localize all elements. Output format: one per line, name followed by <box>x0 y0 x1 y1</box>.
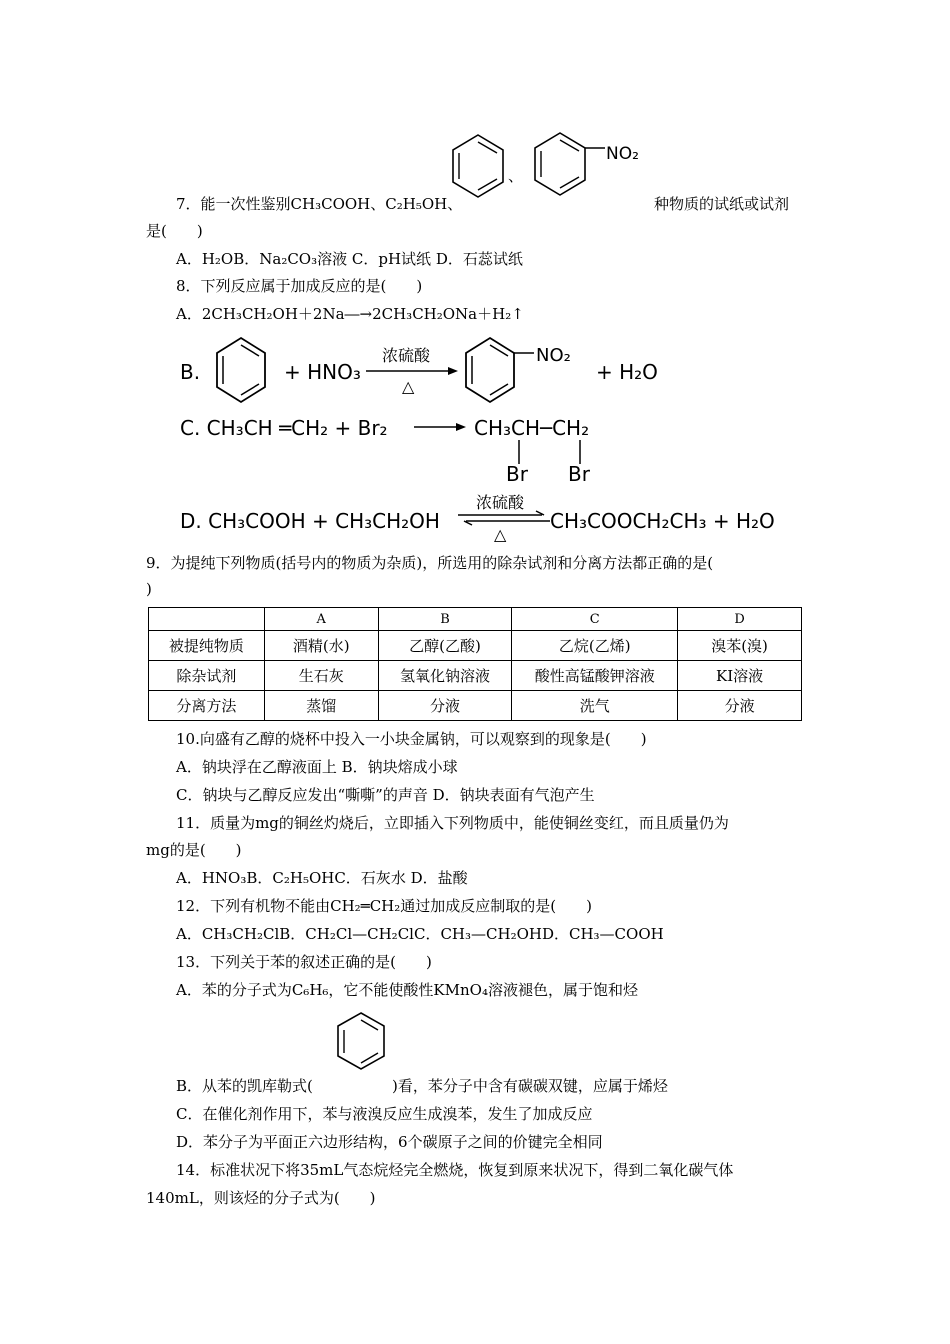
q9-stem: 9．为提纯下列物质(括号内的物质为杂质)，所选用的除杂试剂和分离方法都正确的是( <box>146 554 714 572</box>
table-header-cell: D <box>678 608 802 631</box>
q13-stem: 13．下列关于苯的叙述正确的是( ) <box>176 953 432 971</box>
q14-stem-cont: 140mL，则该烃的分子式为( ) <box>146 1189 376 1207</box>
q7-options: A．H₂OB．Na₂CO₃溶液 C．pH试纸 D．石蕊试纸 <box>176 250 523 268</box>
q8-c-lhs: C. CH₃CH ═CH₂ + Br₂ <box>180 416 388 440</box>
q8-d-lhs: D. CH₃COOH + CH₃CH₂OH <box>180 509 440 533</box>
q8-b-water: + H₂O <box>596 360 658 384</box>
q8-b-nitro: NO₂ <box>536 345 571 366</box>
table-cell: 分液 <box>378 691 512 721</box>
q10-options-2: C．钠块与乙醇反应发出“嘶嘶”的声音 D．钠块表面有气泡产生 <box>176 786 595 804</box>
table-cell: 被提纯物质 <box>149 631 265 661</box>
table-row <box>149 691 802 721</box>
nitrobenzene-icon <box>462 335 540 407</box>
q8-b-heat: △ <box>402 377 415 396</box>
benzene-icon <box>213 335 269 407</box>
q13-option-c: C．在催化剂作用下，苯与液溴反应生成溴苯，发生了加成反应 <box>176 1105 593 1123</box>
table-cell: 乙醇(乙酸) <box>378 631 512 661</box>
table-header-cell: A <box>264 608 378 631</box>
q7-stem-cont: 是( ) <box>146 222 203 240</box>
q8-b-label: B. <box>180 360 201 384</box>
q13-option-b-pre: B．从苯的凯库勒式( <box>176 1077 313 1095</box>
q8-option-a: A．2CH₃CH₂OH＋2Na―→2CH₃CH₂ONa＋H₂↑ <box>176 305 524 323</box>
q14-stem: 14．标准状况下将35mL气态烷烃完全燃烧，恢复到原来状况下，得到二氧化碳气体 <box>176 1161 734 1179</box>
equilibrium-arrow <box>458 511 550 525</box>
q8-stem: 8．下列反应属于加成反应的是( ) <box>176 277 423 295</box>
table-cell: 氢氧化钠溶液 <box>378 661 512 691</box>
table-cell: 除杂试剂 <box>149 661 265 691</box>
q11-options: A．HNO₃B．C₂H₅OHC．石灰水 D．盐酸 <box>176 869 468 887</box>
table-cell: 溴苯(溴) <box>678 631 802 661</box>
q10-options-1: A．钠块浮在乙醇液面上 B．钠块熔成小球 <box>176 758 458 776</box>
purification-table <box>148 607 802 721</box>
q7-stem: 7．能一次性鉴别CH₃COOH、C₂H₅OH、 <box>176 195 463 213</box>
table-cell: 洗气 <box>512 691 678 721</box>
q8-c-br2: Br <box>568 462 590 486</box>
q8-d-catalyst: 浓硫酸 <box>476 493 525 512</box>
table-header-cell: C <box>512 608 678 631</box>
q11-stem-cont: mg的是( ) <box>146 841 242 859</box>
q13-option-d: D．苯分子为平面正六边形结构，6个碳原子之间的价键完全相同 <box>176 1133 603 1151</box>
table-header-row <box>149 608 802 631</box>
q12-stem: 12．下列有机物不能由CH₂═CH₂通过加成反应制取的是( ) <box>176 897 592 915</box>
q8-d-rhs: CH₃COOCH₂CH₃ + H₂O <box>550 509 775 533</box>
table-cell: 蒸馏 <box>264 691 378 721</box>
q7-stem-suffix: 种物质的试纸或试剂 <box>654 195 790 213</box>
nitro-group: NO₂ <box>606 144 639 164</box>
q13-option-a: A．苯的分子式为C₆H₆，它不能使酸性KMnO₄溶液褪色，属于饱和烃 <box>176 981 638 999</box>
separator: 、 <box>508 167 524 185</box>
q8-c-rhs: CH₃CH─CH₂ <box>474 416 590 440</box>
table-row <box>149 661 802 691</box>
q12-options: A．CH₃CH₂ClB．CH₂Cl—CH₂ClC．CH₃—CH₂OHD．CH₃—COOH <box>176 925 664 943</box>
table-cell: 分离方法 <box>149 691 265 721</box>
table-cell: 分液 <box>678 691 802 721</box>
reaction-arrow <box>414 422 466 432</box>
table-cell: 乙烷(乙烯) <box>512 631 678 661</box>
table-row <box>149 631 802 661</box>
q13-option-b-post: )看，苯分子中含有碳碳双键，应属于烯烃 <box>392 1077 668 1095</box>
q8-c-br1: Br <box>506 462 528 486</box>
nitrobenzene-icon <box>530 130 610 202</box>
q8-d-heat: △ <box>494 525 507 544</box>
q8-b-reagent: + HNO₃ <box>284 360 361 384</box>
benzene-icon <box>448 132 508 202</box>
table-cell: KI溶液 <box>678 661 802 691</box>
benzene-kekule-icon <box>333 1010 389 1074</box>
table-header-cell <box>149 608 265 631</box>
q10-stem: 10.向盛有乙醇的烧杯中投入一小块金属钠，可以观察到的现象是( ) <box>176 730 647 748</box>
q8-b-catalyst: 浓硫酸 <box>382 346 431 365</box>
table-cell: 酒精(水) <box>264 631 378 661</box>
q9-stem-cont: ) <box>146 580 152 598</box>
q11-stem: 11．质量为mg的铜丝灼烧后，立即插入下列物质中，能使铜丝变红，而且质量仍为 <box>176 814 729 832</box>
reaction-arrow <box>366 366 458 376</box>
table-cell: 酸性高锰酸钾溶液 <box>512 661 678 691</box>
table-cell: 生石灰 <box>264 661 378 691</box>
table-header-cell: B <box>378 608 512 631</box>
